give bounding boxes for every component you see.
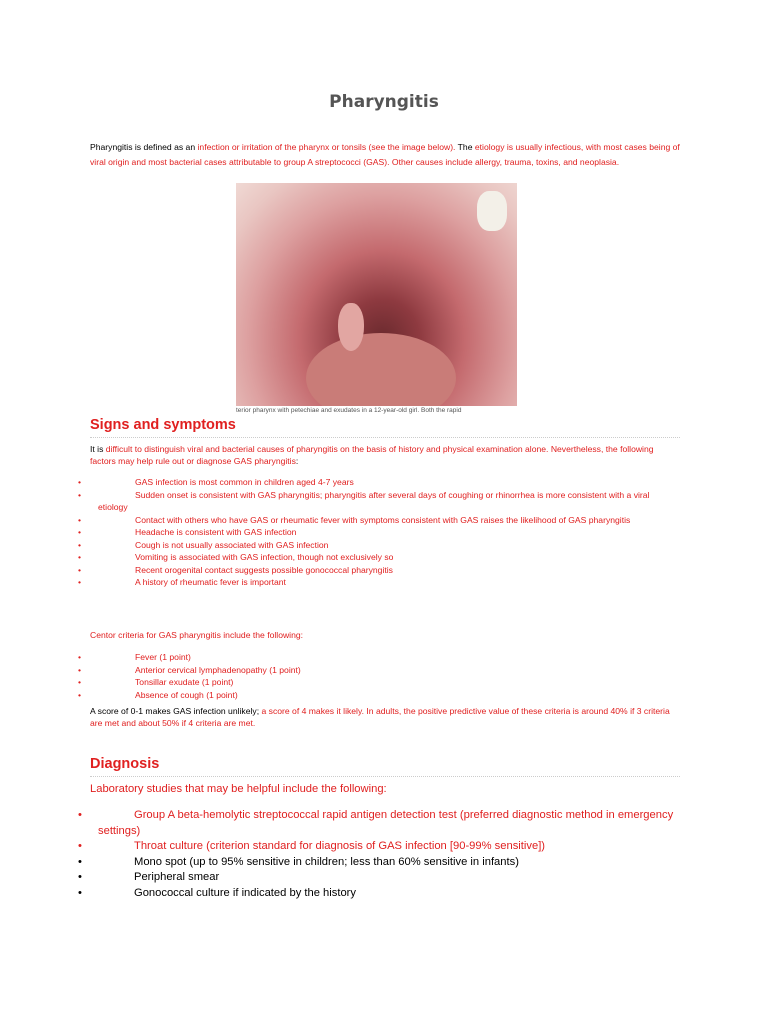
- diagnosis-list-item: [78, 855, 680, 871]
- centor-list-item-text: Absence of cough (1 point): [135, 689, 238, 700]
- centor-list: [78, 651, 680, 701]
- diagnosis-list-item-text: Mono spot (up to 95% sensitive in children; less than 60% sensitive in infants): [134, 855, 519, 868]
- photo-uvula-shape: [338, 303, 364, 351]
- diagnosis-list-item: [78, 886, 680, 902]
- diagnosis-list-item: [78, 870, 680, 886]
- bullet-icon: •: [78, 552, 82, 562]
- bullet-icon: •: [78, 689, 82, 700]
- diagnosis-lead: Laboratory studies that may be helpful include the following:: [90, 783, 387, 795]
- signs-list-item: [78, 489, 680, 514]
- photo-tongue-shape: [306, 333, 456, 406]
- bullet-icon: •: [78, 477, 82, 487]
- centor-lead: Centor criteria for GAS pharyngitis include the following:: [90, 630, 304, 640]
- centor-list-item: [78, 651, 680, 664]
- signs-lead-red: difficult to distinguish viral and bacterial causes of pharyngitis on the basis of history and physical examination alone. Nevertheless, the following factors may help rule out or diagnose GAS pharyngitis: [90, 444, 654, 466]
- photo-caption: terior pharynx with petechiae and exudates in a 12-year-old girl. Both the rapid: [236, 407, 462, 414]
- signs-list-item: [78, 514, 680, 527]
- page-title: Pharyngitis: [329, 92, 439, 112]
- bullet-icon: •: [78, 677, 82, 687]
- bullet-icon: •: [78, 871, 82, 883]
- signs-list-item: [78, 476, 680, 489]
- signs-list-item-text: Cough is not usually associated with GAS infection: [135, 539, 329, 550]
- score-black: A score of 0-1 makes GAS infection unlikely;: [90, 706, 262, 716]
- centor-list-item: [78, 689, 680, 702]
- centor-list-item-text: Tonsillar exudate (1 point): [135, 677, 234, 687]
- centor-list-item-text: Anterior cervical lymphadenopathy (1 point): [135, 664, 301, 675]
- signs-list-item: [78, 576, 680, 589]
- signs-divider: [90, 437, 680, 438]
- signs-list: [78, 476, 680, 589]
- bullet-icon: •: [78, 652, 82, 662]
- intro-text-4: etiology is usually infectious, with most cases being of viral origin and most bacterial cases attributable to group A streptococci (GAS). Other causes include allergy, trauma, toxins, and neoplasia.: [90, 142, 680, 167]
- signs-lead-end: :: [295, 456, 299, 466]
- bullet-icon: •: [78, 539, 82, 550]
- diagnosis-list-item-text: Throat culture (criterion standard for diagnosis of GAS infection [90-99% sensitive]): [134, 840, 546, 852]
- centor-list-item: [78, 664, 680, 677]
- bullet-icon: •: [78, 855, 82, 868]
- signs-lead-black: It is: [90, 444, 106, 454]
- bullet-icon: •: [78, 577, 82, 587]
- signs-list-item-text: Contact with others who have GAS or rheumatic fever with symptoms consistent with GAS raises the likelihood of GAS pharyngitis: [135, 514, 631, 525]
- centor-score-paragraph: [90, 705, 680, 729]
- signs-list-item-text: GAS infection is most common in children aged 4-7 years: [135, 477, 354, 487]
- bullet-icon: •: [78, 809, 82, 821]
- centor-list-item: [78, 676, 680, 689]
- signs-list-item-text: Vomiting is associated with GAS infection, though not exclusively so: [135, 552, 394, 562]
- signs-list-item: [78, 539, 680, 552]
- diagnosis-list-item: [78, 808, 680, 839]
- diagnosis-list-item: [78, 839, 680, 855]
- diagnosis-divider: [90, 776, 680, 777]
- bullet-icon: •: [78, 489, 82, 500]
- intro-text-1: Pharyngitis is defined as an: [90, 142, 198, 152]
- signs-list-item-text: Headache is consistent with GAS infection: [135, 527, 297, 537]
- diagnosis-list-item-text: Group A beta-hemolytic streptococcal rapid antigen detection test (preferred diagnostic method in emergency settings): [98, 809, 674, 837]
- intro-text-3: The: [455, 142, 475, 152]
- diagnosis-list-item-text: Gonococcal culture if indicated by the history: [134, 886, 357, 899]
- signs-list-item: [78, 526, 680, 539]
- pharynx-photo: [236, 183, 517, 406]
- signs-list-item-text: Sudden onset is consistent with GAS pharyngitis; pharyngitis after several days of coughing or rhinorrhea is more consistent with a viral etiology: [98, 489, 650, 512]
- centor-list-item-text: Fever (1 point): [135, 652, 191, 662]
- bullet-icon: •: [78, 527, 82, 537]
- bullet-icon: •: [78, 886, 82, 899]
- signs-heading: Signs and symptoms: [90, 417, 236, 433]
- photo-tooth-shape: [477, 191, 507, 231]
- intro-text-2: infection or irritation of the pharynx or tonsils (see the image below).: [197, 142, 456, 152]
- signs-list-item-text: Recent orogenital contact suggests possible gonococcal pharyngitis: [135, 564, 393, 575]
- bullet-icon: •: [78, 564, 82, 575]
- signs-lead: [90, 443, 680, 467]
- score-red: a score of 4 makes it likely. In adults, the positive predictive value of these criteria is around 40% if 3 criteria are met and about 50% if 4 criteria are met.: [90, 706, 670, 728]
- diagnosis-list: [78, 808, 680, 901]
- signs-list-item-text: A history of rheumatic fever is important: [135, 577, 286, 587]
- bullet-icon: •: [78, 664, 82, 675]
- bullet-icon: •: [78, 840, 82, 852]
- diagnosis-list-item-text: Peripheral smear: [134, 871, 220, 883]
- signs-list-item: [78, 551, 680, 564]
- bullet-icon: •: [78, 514, 82, 525]
- diagnosis-heading: Diagnosis: [90, 756, 160, 772]
- signs-list-item: [78, 564, 680, 577]
- intro-paragraph: [90, 140, 680, 170]
